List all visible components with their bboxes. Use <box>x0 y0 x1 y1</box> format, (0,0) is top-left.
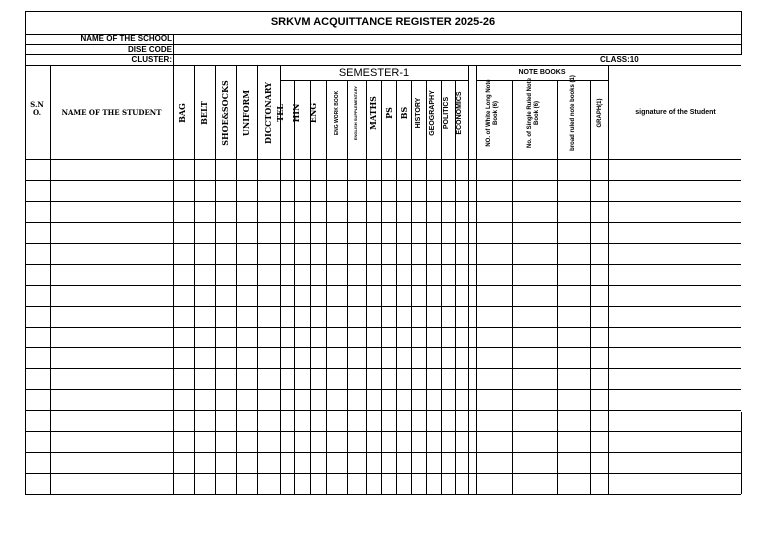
column-line <box>294 80 295 494</box>
column-line <box>441 80 442 494</box>
history-header: HISTORY <box>415 97 422 129</box>
column-line <box>194 65 195 494</box>
student-row-line <box>25 347 741 348</box>
column-line <box>310 80 311 494</box>
politics-header: POLITICS <box>443 96 450 130</box>
student-row-line <box>25 494 741 495</box>
dictionary-header: DICCTONARY <box>263 82 273 144</box>
bag-header: BAG <box>177 103 187 123</box>
geography-header: GEOGRAPHY <box>429 90 436 136</box>
student-row-line <box>25 410 741 411</box>
student-row-line <box>25 285 741 286</box>
semester-header: SEMESTER-1 <box>338 67 410 79</box>
ps-header: PS <box>384 107 394 119</box>
column-line <box>608 65 609 494</box>
notebooks-header: NOTE BOOKS <box>518 69 566 76</box>
column-line <box>173 65 174 494</box>
student-row-line <box>25 306 741 307</box>
maths-header: MATHS <box>368 96 378 130</box>
tel-header: TEL <box>275 104 285 122</box>
frame-left <box>25 11 26 494</box>
bs-header: BS <box>399 106 409 120</box>
frame-top <box>25 11 741 12</box>
column-line <box>236 65 237 494</box>
belt-header: BELT <box>199 101 209 125</box>
student-row-line <box>25 431 741 432</box>
column-line <box>347 80 348 494</box>
student-row-line <box>25 201 741 202</box>
eng-header: ENG <box>308 102 318 124</box>
class-label: CLASS:10 <box>600 55 639 64</box>
student-row-line <box>25 264 741 265</box>
cluster-label: CLUSTER: <box>131 55 172 64</box>
hin-header: HIN <box>291 103 301 123</box>
frame-right-bottom <box>741 412 742 494</box>
dise-code-label: DISE CODE <box>127 45 172 54</box>
column-line <box>215 65 216 494</box>
graph-header: GRAPH(1) <box>597 98 603 128</box>
column-line <box>257 65 258 494</box>
student-row-line <box>25 327 741 328</box>
header-bottom-line <box>25 159 741 160</box>
column-line <box>455 80 456 494</box>
student-row-line <box>25 368 741 369</box>
eng-workbook-header: ENG WORK BOOK <box>334 90 340 136</box>
signature-header: signature of the Student <box>635 109 716 116</box>
column-line <box>411 80 412 494</box>
column-line <box>326 80 327 494</box>
student-row-line <box>25 452 741 453</box>
column-line <box>557 80 558 494</box>
column-line <box>280 65 281 494</box>
cluster-row-line <box>25 65 741 66</box>
white-long-notebook-header: NO. of White Long Note Book (6) <box>486 79 499 147</box>
economics-header: ECONOMICS <box>456 91 463 135</box>
column-line <box>381 80 382 494</box>
student-row-line <box>25 473 741 474</box>
column-line <box>426 80 427 494</box>
student-name-header: NAME OF THE STUDENT <box>61 108 162 117</box>
column-line <box>590 80 591 494</box>
school-name-label: NAME OF THE SCHOOL <box>80 34 172 43</box>
school-row-line <box>25 44 741 45</box>
sno-header: S.N O. <box>30 100 44 117</box>
column-line <box>476 65 477 494</box>
title-bottom-line <box>25 34 741 35</box>
student-row-line <box>25 243 741 244</box>
semester-underline <box>280 80 468 81</box>
frame-right-top <box>741 11 742 55</box>
notebooks-underline <box>476 80 608 81</box>
broad-ruled-notebook-header: broad ruled note books (1) <box>569 75 576 151</box>
student-row-line <box>25 180 741 181</box>
shoe-socks-header: SHOE&SOCKS <box>220 80 230 146</box>
column-line <box>468 65 469 494</box>
column-line <box>366 80 367 494</box>
info-label-divider <box>173 34 174 65</box>
column-line <box>396 80 397 494</box>
register-title: SRKVM ACQUITTANCE REGISTER 2025-26 <box>270 16 496 28</box>
dise-row-line <box>25 54 741 55</box>
student-row-line <box>25 389 741 390</box>
column-line <box>50 65 51 494</box>
uniform-header: UNIFORM <box>241 89 251 137</box>
eng-supplementary-header: ENGLISH SUPPLEMENTARY <box>353 85 358 141</box>
single-ruled-notebook-header: No. of Single Ruled Note Book (6) <box>527 78 540 148</box>
column-line <box>512 80 513 494</box>
student-row-line <box>25 222 741 223</box>
